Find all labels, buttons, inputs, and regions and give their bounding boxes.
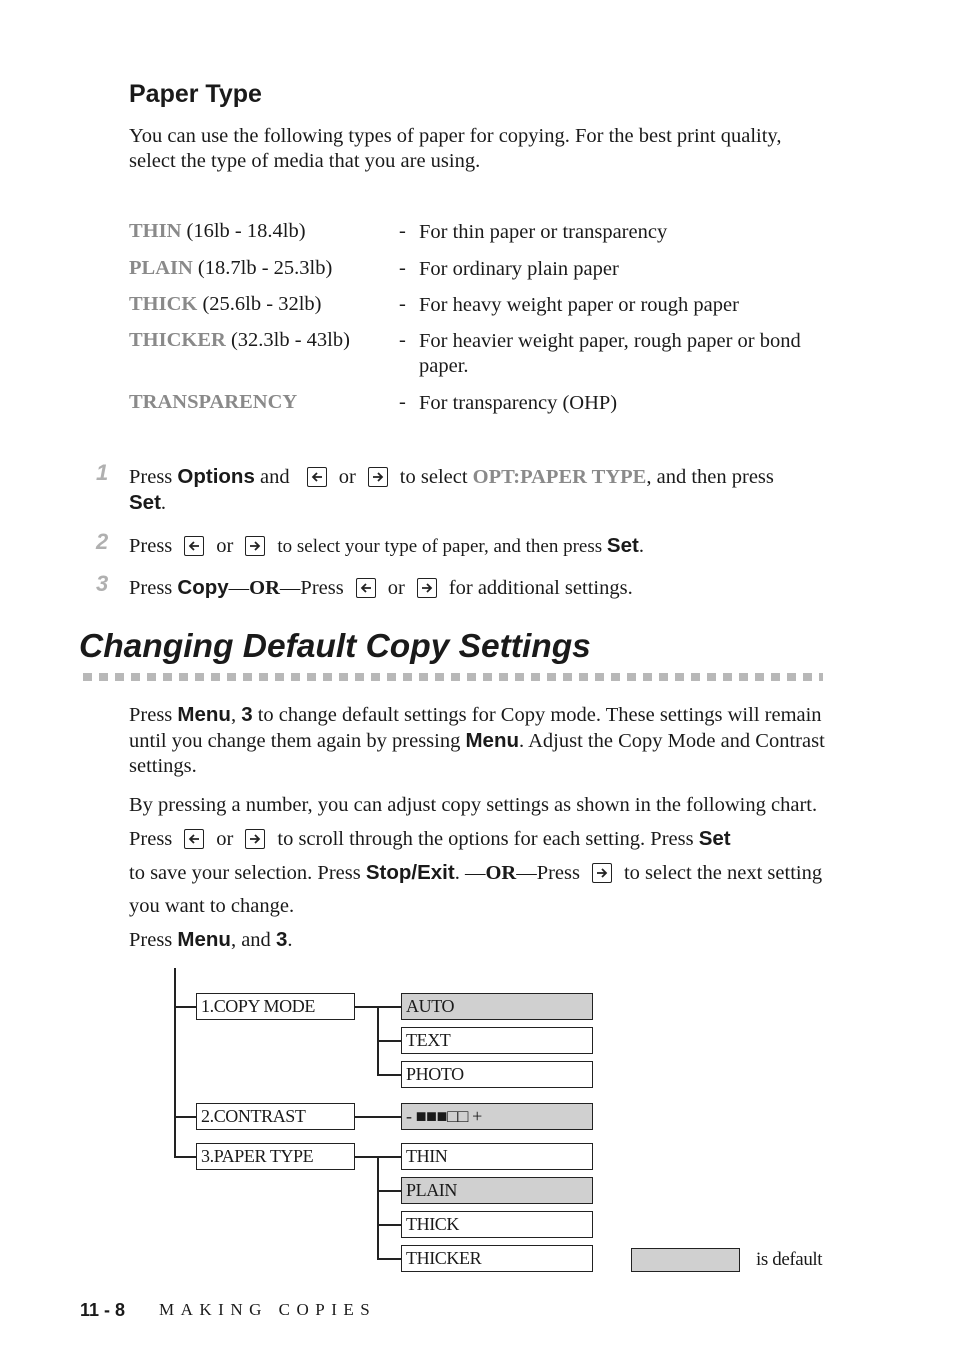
- right-arrow-key-icon: [417, 578, 437, 598]
- set-key-label: Set: [606, 534, 639, 557]
- text: Press: [129, 704, 178, 726]
- option-contrast-level: - ■■■□□ +: [401, 1103, 593, 1130]
- paragraph-3: [129, 927, 829, 953]
- text: to select: [399, 466, 473, 488]
- text: to change default settings for Copy mode. These settings will remain until you change them again by pressing: [129, 704, 822, 752]
- menu-item-paper-type: 3.PAPER TYPE: [196, 1143, 355, 1170]
- text: —Press: [279, 577, 344, 599]
- tree-branch: [174, 1116, 196, 1118]
- section-title-default-settings: Changing Default Copy Settings: [79, 628, 591, 665]
- option-thicker: THICKER: [401, 1245, 593, 1272]
- paper-type-weight: (32.3lb - 43lb): [225, 329, 350, 351]
- page-number: 11 - 8: [80, 1300, 126, 1320]
- paper-type-weight: (18.7lb - 25.3lb): [192, 257, 333, 279]
- set-key-label: Set: [129, 491, 161, 514]
- paper-type-name: THICKER: [129, 329, 226, 351]
- tree-branch: [174, 1156, 196, 1158]
- paper-type-row: [129, 220, 399, 243]
- legend-label: is default: [756, 1249, 823, 1270]
- paragraph-1: [129, 702, 829, 779]
- option-text: TEXT: [401, 1027, 593, 1054]
- text: Press: [129, 466, 178, 488]
- tree-trunk: [174, 968, 176, 1156]
- paper-type-name: THIN: [129, 220, 182, 242]
- text: or: [338, 466, 356, 488]
- step-number: 3: [96, 571, 109, 596]
- legend-swatch: [631, 1248, 740, 1272]
- tree-branch: [174, 1006, 196, 1008]
- menu-target-label: OPT:PAPER TYPE: [472, 466, 647, 488]
- tree-branch: [377, 1224, 401, 1226]
- text: , and: [230, 929, 276, 951]
- text: or: [216, 828, 234, 850]
- text: . Adjust the Copy Mode and Contrast settings.: [129, 730, 825, 777]
- paper-type-row: [129, 293, 399, 316]
- stop-exit-key-label: Stop/Exit: [365, 861, 455, 884]
- step-1-text: [129, 464, 829, 516]
- menu-key-label: Menu: [177, 703, 231, 726]
- text: and: [254, 466, 295, 488]
- or-label: OR: [249, 577, 280, 599]
- text: ,: [230, 704, 242, 726]
- left-arrow-key-icon: [356, 578, 376, 598]
- paper-type-weight: (16lb - 18.4lb): [181, 220, 306, 242]
- step-2-text: [129, 533, 839, 559]
- text: By pressing a number, you can adjust copy settings as shown in the following chart. Press: [129, 794, 818, 850]
- option-thin: THIN: [401, 1143, 593, 1170]
- options-key-label: Options: [177, 465, 255, 488]
- option-auto: AUTO: [401, 993, 593, 1020]
- text: to save your selection. Press: [129, 862, 366, 884]
- left-arrow-key-icon: [184, 829, 204, 849]
- key-3-label: 3: [275, 928, 288, 951]
- paper-type-row: [129, 391, 399, 414]
- chapter-title: MAKING COPIES: [159, 1300, 377, 1319]
- tree-branch: [377, 1074, 401, 1076]
- right-arrow-key-icon: [245, 829, 265, 849]
- menu-key-label: Menu: [177, 928, 231, 951]
- menu-item-copy-mode: 1.COPY MODE: [196, 993, 355, 1020]
- tree-branch: [377, 1258, 401, 1260]
- paper-type-name: THICK: [129, 293, 198, 315]
- paper-type-desc: For heavier weight paper, rough paper or bond paper.: [419, 330, 801, 377]
- text: —: [228, 577, 250, 599]
- text: .: [287, 929, 293, 951]
- paper-type-weight: (25.6lb - 32lb): [197, 293, 322, 315]
- copy-key-label: Copy: [177, 576, 229, 599]
- menu-key-label: Menu: [465, 729, 519, 752]
- paper-type-intro: You can use the following types of paper for copying. For the best print quality, select the type of media that you are using.: [129, 125, 782, 172]
- text: .: [638, 535, 644, 557]
- set-key-label: Set: [698, 827, 731, 850]
- or-label: OR: [485, 862, 517, 884]
- text: to scroll through the options for each setting. Press: [277, 828, 699, 850]
- step-number: 1: [96, 460, 109, 485]
- step-number: 2: [96, 529, 109, 554]
- right-arrow-key-icon: [245, 536, 265, 556]
- text: to select the next setting you want to change.: [129, 862, 823, 917]
- text: , and then press: [646, 466, 774, 488]
- option-plain: PLAIN: [401, 1177, 593, 1204]
- row-dash: -: [399, 293, 406, 315]
- text: . —: [454, 862, 486, 884]
- text: —Press: [516, 862, 580, 884]
- tree-branch: [377, 1156, 379, 1259]
- tree-branch: [377, 1040, 401, 1042]
- paragraph-2: [129, 789, 829, 923]
- menu-item-contrast: 2.CONTRAST: [196, 1103, 355, 1130]
- right-arrow-key-icon: [368, 467, 388, 487]
- text: .: [160, 492, 167, 514]
- left-arrow-key-icon: [307, 467, 327, 487]
- text: or: [387, 577, 405, 599]
- tree-branch: [377, 1190, 401, 1192]
- paper-type-desc: For transparency (OHP): [419, 392, 618, 414]
- row-dash: -: [399, 257, 406, 279]
- right-arrow-key-icon: [592, 863, 612, 883]
- text: Press: [129, 929, 178, 951]
- text: to select your type of paper, and then press: [277, 536, 607, 557]
- paper-type-name: TRANSPARENCY: [129, 391, 298, 413]
- section-title-paper-type: Paper Type: [129, 80, 262, 108]
- paper-type-row: [129, 257, 399, 280]
- text: Press: [129, 577, 178, 599]
- paper-type-desc: For thin paper or transparency: [419, 221, 668, 243]
- text: for additional settings.: [448, 577, 633, 599]
- row-dash: -: [399, 220, 406, 242]
- left-arrow-key-icon: [184, 536, 204, 556]
- paper-type-name: PLAIN: [129, 257, 193, 279]
- paper-type-desc: For heavy weight paper or rough paper: [419, 294, 739, 316]
- text: Press: [129, 535, 173, 557]
- paper-type-desc: For ordinary plain paper: [419, 258, 619, 280]
- step-3-text: [129, 575, 829, 601]
- row-dash: -: [399, 329, 406, 351]
- dotted-rule: [83, 673, 823, 681]
- paper-type-row: [129, 329, 399, 352]
- option-photo: PHOTO: [401, 1061, 593, 1088]
- text: or: [216, 535, 234, 557]
- row-dash: -: [399, 391, 406, 413]
- option-thick: THICK: [401, 1211, 593, 1238]
- tree-branch: [355, 1116, 401, 1118]
- key-3-label: 3: [241, 703, 253, 726]
